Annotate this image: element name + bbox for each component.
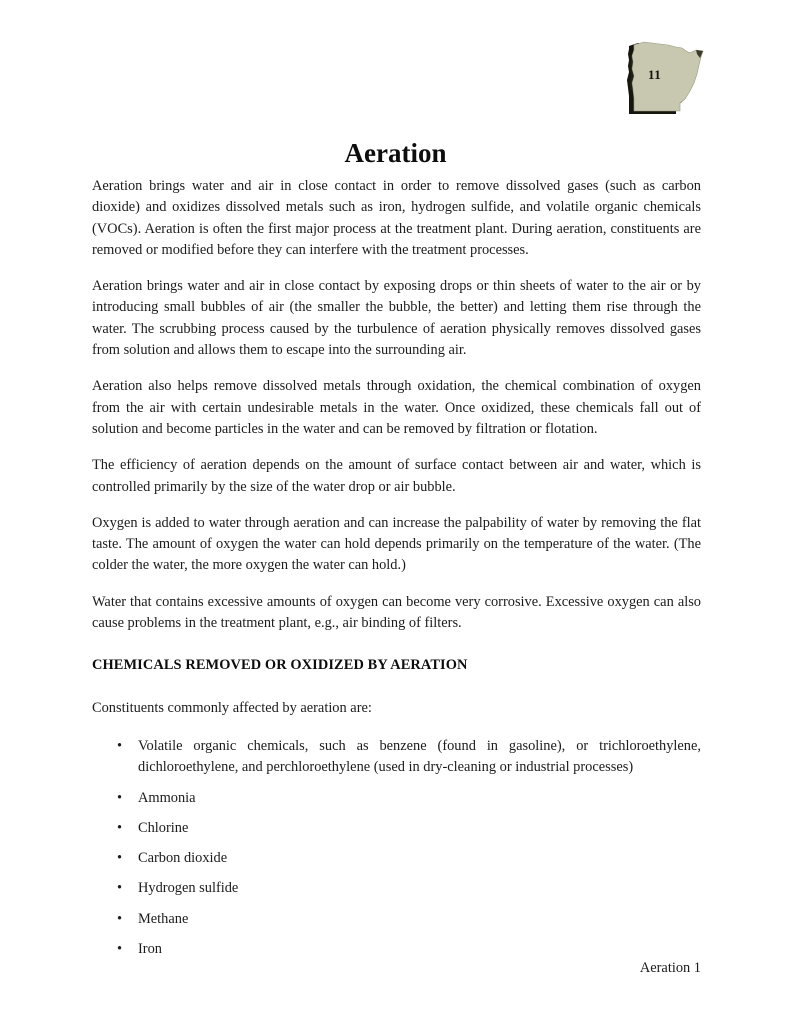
paragraph-3: Aeration also helps remove dissolved metals through oxidation, the chemical combination of oxygen from the air with certain undesirable metals in the water. Once oxidized, these chemicals fall out of solution and become particles in the water and can be removed by filtration or flotation. [92, 378, 701, 437]
paragraph-1: Aeration brings water and air in close contact in order to remove dissolved gases (such as carbon dioxide) and oxidizes dissolved metals such as iron, hydrogen sulfide, and volatile organic chemicals (VOCs). Aeration is often the first major process at the treatment plant. During aeration, constituents are removed or modified before they can interfere with the treatment processes. [92, 178, 701, 258]
page-title: Aeration [344, 138, 447, 169]
chemicals-bullet-list [92, 736, 701, 960]
list-intro-text: Constituents commonly affected by aeration are: [92, 699, 372, 716]
bullet-marker-icon: • [117, 941, 123, 958]
bullet-marker-icon: • [117, 910, 123, 927]
list-item-label: Iron [138, 941, 162, 958]
paragraph-4: The efficiency of aeration depends on the amount of surface contact between air and water, which is controlled primarily by the size of the water drop or air bubble. [92, 457, 701, 495]
list-item-label: Chlorine [138, 819, 189, 836]
section-heading-chemicals-removed: CHEMICALS REMOVED OR OXIDIZED BY AERATION [92, 657, 468, 674]
list-item [92, 818, 701, 839]
list-item-label: Methane [138, 910, 189, 927]
bullet-marker-icon: • [117, 819, 123, 836]
page-footer: Aeration 1 [639, 960, 701, 976]
list-item-label: Volatile organic chemicals, such as benzene (found in gasoline), or trichloroethylene, dichloroethylene, and perchloroethylene (used in dry-cleaning or industrial processes) [138, 737, 701, 776]
list-item-label: Carbon dioxide [138, 850, 228, 867]
list-item [92, 736, 701, 779]
list-item-label: Ammonia [138, 789, 196, 806]
paragraph-2: Aeration brings water and air in close contact by exposing drops or thin sheets of water to the air or by introducing small bubbles of air (the smaller the bubble, the better) and letting them rise through the water. The scrubbing process caused by the turbulence of aeration physically removes dissolved gases from solution and allows them to escape into the surrounding air. [92, 278, 701, 359]
list-item [92, 878, 701, 899]
document-body [92, 176, 701, 969]
paragraph-5: Oxygen is added to water through aeration and can increase the palpability of water by removing the flat taste. The amount of oxygen the water can hold depends primarily on the temperature of the water. (The colder the water, the more oxygen the water can hold.) [92, 514, 701, 574]
list-item [92, 909, 701, 930]
chapter-number: 11 [648, 67, 662, 82]
list-item-label: Hydrogen sulfide [138, 880, 239, 897]
bullet-marker-icon: • [117, 850, 123, 867]
minnesota-chapter-badge [624, 38, 716, 130]
paragraph-6: Water that contains excessive amounts of oxygen can become very corrosive. Excessive oxygen can also cause problems in the treatment plant, e.g., air binding of filters. [92, 593, 701, 632]
list-item [92, 848, 701, 869]
bullet-marker-icon: • [117, 789, 123, 806]
minnesota-state-outline-icon [624, 38, 716, 130]
list-item [92, 788, 701, 809]
bullet-marker-icon: • [117, 737, 123, 754]
bullet-marker-icon: • [117, 880, 123, 897]
